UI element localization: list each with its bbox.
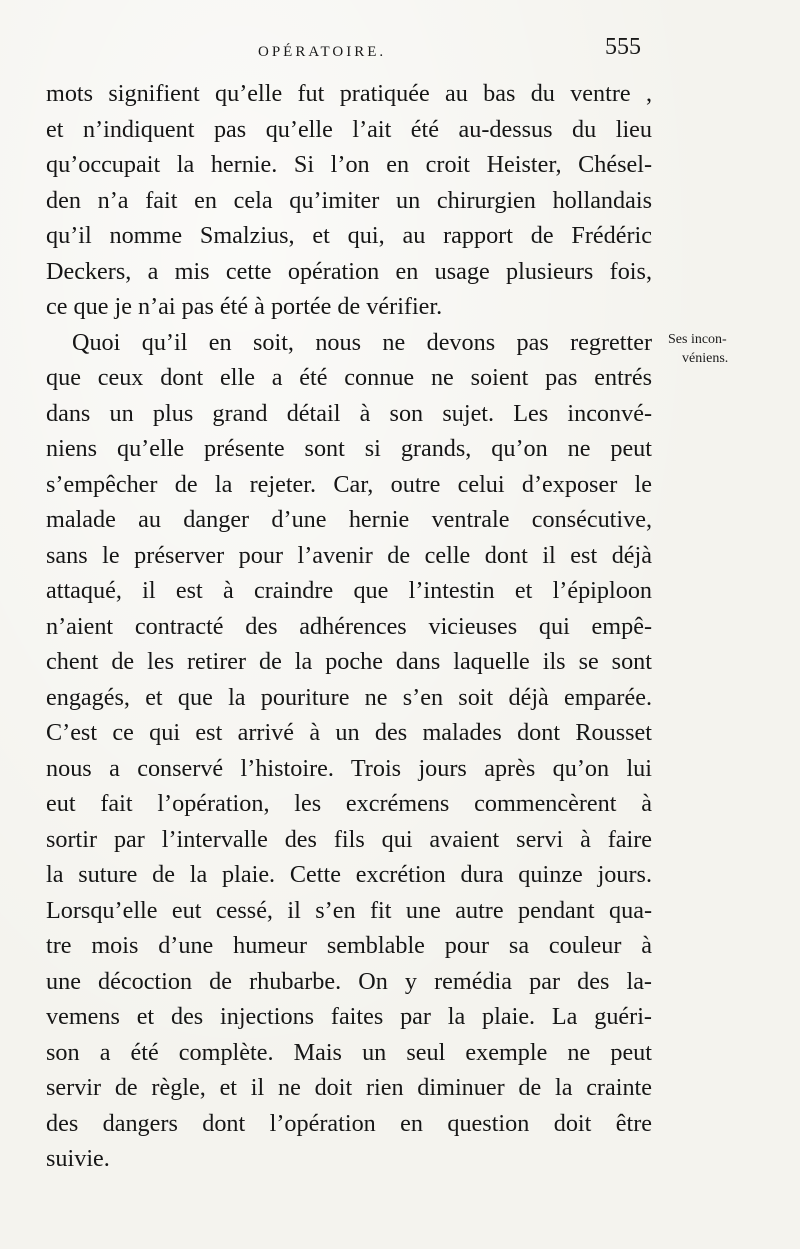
text-line: qu’il nomme Smalzius, et qui, au rapport de Frédéric bbox=[46, 222, 652, 249]
text-line: sortir par l’intervalle des fils qui avaient servi à faire bbox=[46, 825, 652, 853]
text-line: niens qu’elle présente sont si grands, qu’on ne peut bbox=[46, 435, 652, 462]
marginal-note bbox=[668, 330, 768, 368]
text-line: malade au danger d’une hernie ventrale consécutive, bbox=[46, 506, 652, 533]
page-number: 555 bbox=[605, 34, 641, 60]
text-line: son a été complète. Mais un seul exemple ne peut bbox=[46, 1038, 652, 1066]
text-line: vemens et des injections faites par la plaie. La guéri- bbox=[46, 1003, 652, 1030]
text-line: tre mois d’une humeur semblable pour sa couleur à bbox=[46, 932, 652, 959]
text-line: s’empêcher de la rejeter. Car, outre celui d’exposer le bbox=[46, 470, 652, 498]
text-line: qu’occupait la hernie. Si l’on en croit Heister, Chésel- bbox=[46, 151, 652, 178]
text-line: et n’indiquent pas qu’elle l’ait été au-dessus du lieu bbox=[46, 115, 652, 143]
marginal-note-line: Ses incon- bbox=[668, 332, 727, 347]
text-line: des dangers dont l’opération en question doit être bbox=[46, 1109, 652, 1137]
marginal-note-line: véniens. bbox=[682, 351, 729, 366]
text-line: que ceux dont elle a été connue ne soient pas entrés bbox=[46, 364, 652, 391]
text-line: eut fait l’opération, les excrémens commencèrent à bbox=[46, 790, 652, 817]
text-line: mots signifient qu’elle fut pratiquée au bas du ventre , bbox=[46, 80, 652, 107]
text-line: n’aient contracté des adhérences vicieuses qui empê- bbox=[46, 612, 652, 640]
text-line: sans le préserver pour l’avenir de celle dont il est déjà bbox=[46, 541, 652, 569]
text-line: servir de règle, et il ne doit rien diminuer de la crainte bbox=[46, 1074, 652, 1101]
text-line: engagés, et que la pouriture ne s’en soit déjà emparée. bbox=[46, 683, 652, 711]
paragraph-first-line: Quoi qu’il en soit, nous ne devons pas regretter bbox=[72, 328, 652, 356]
text-line: dans un plus grand détail à son sujet. Les inconvé- bbox=[46, 399, 652, 427]
text-line: C’est ce qui est arrivé à un des malades dont Rousset bbox=[46, 719, 652, 746]
text-line: nous a conservé l’histoire. Trois jours après qu’on lui bbox=[46, 754, 652, 782]
text-line: la suture de la plaie. Cette excrétion dura quinze jours. bbox=[46, 861, 652, 888]
text-line: Lorsqu’elle eut cessé, il s’en fit une autre pendant qua- bbox=[46, 896, 652, 924]
text-line: attaqué, il est à craindre que l’intestin et l’épiploon bbox=[46, 577, 652, 604]
running-title: OPÉRATOIRE. bbox=[258, 44, 387, 60]
text-line: den n’a fait en cela qu’imiter un chirurgien hollandais bbox=[46, 186, 652, 214]
text-line: une décoction de rhubarbe. On y remédia par des la- bbox=[46, 967, 652, 995]
text-line: suivie. bbox=[46, 1145, 110, 1172]
body-text bbox=[46, 76, 652, 1177]
text-line: chent de les retirer de la poche dans laquelle ils se sont bbox=[46, 648, 652, 675]
text-line: ce que je n’ai pas été à portée de vérifier. bbox=[46, 293, 443, 320]
text-line: Deckers, a mis cette opération en usage plusieurs fois, bbox=[46, 257, 652, 285]
